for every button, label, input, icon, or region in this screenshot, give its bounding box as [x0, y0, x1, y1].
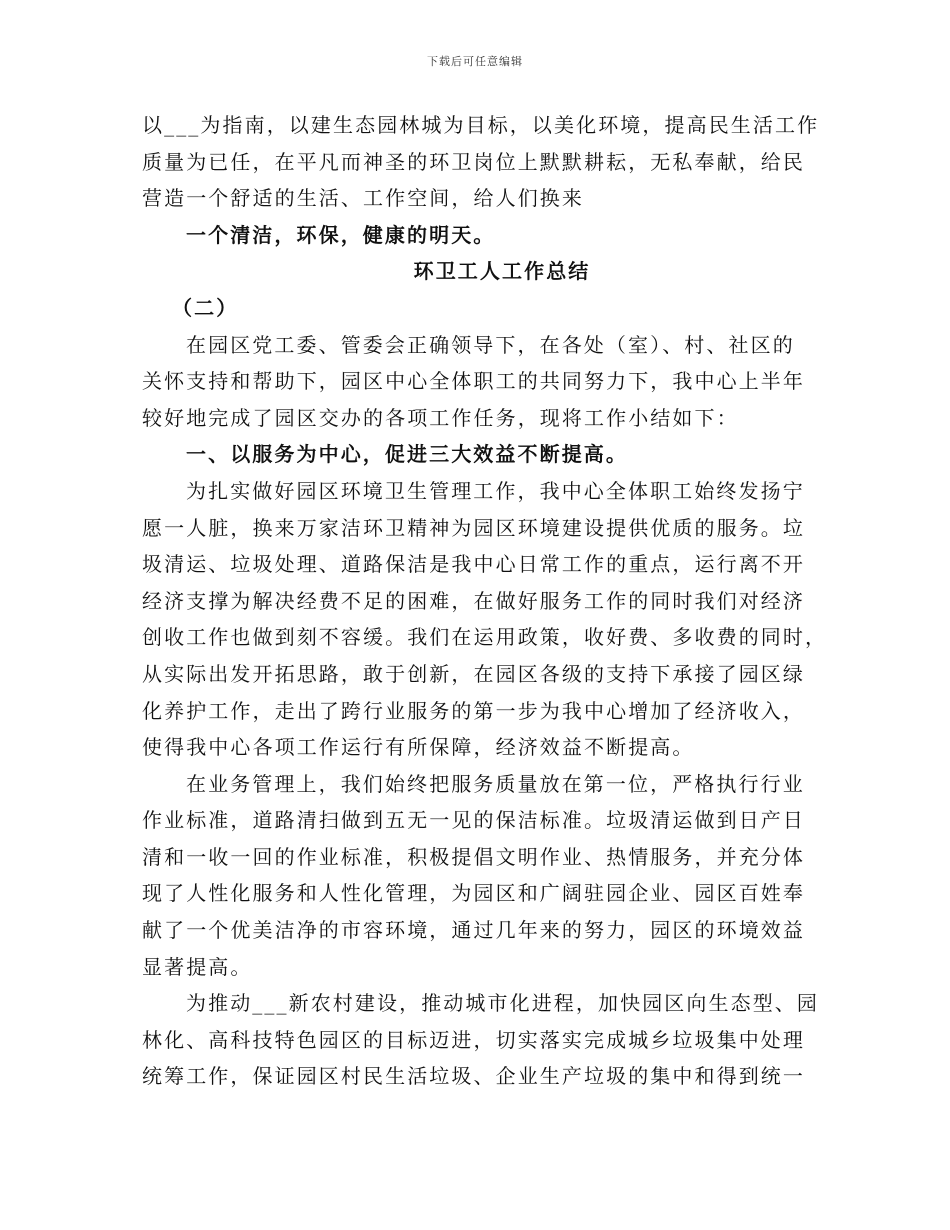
paragraph-line: 清和一收一回的作业标准，积极提倡文明作业、热情服务，并充分体: [142, 844, 805, 869]
paragraph-line: 关怀支持和帮助下，园区中心全体职工的共同努力下，我中心上半年: [142, 369, 805, 394]
paragraph-line: 从实际出发开拓思路，敢于创新，在园区各级的支持下承接了园区绿: [142, 661, 805, 686]
paragraph-line: 作业标准，道路清扫做到五无一见的保洁标准。垃圾清运做到日产日: [142, 808, 805, 833]
paragraph-line: 为推动___新农村建设，推动城市化进程，加快园区向生态型、园: [186, 991, 819, 1016]
paragraph-line: 献了一个优美洁净的市容环境，通过几年来的努力，园区的环境效益: [142, 918, 805, 943]
subheading: 一、以服务为中心，促进三大效益不断提高。: [186, 442, 628, 467]
paragraph-line: 在园区党工委、管委会正确领导下，在各处（室）、村、社区的: [186, 332, 795, 357]
paragraph-line: 为扎实做好园区环境卫生管理工作，我中心全体职工始终发扬宁: [186, 478, 805, 503]
paragraph-line: 林化、高科技特色园区的目标迈进，切实落实完成城乡垃圾集中处理: [142, 1027, 805, 1052]
closing-statement: 一个清洁，环保，健康的明天。: [186, 222, 496, 247]
section-title: 环卫工人工作总结: [413, 259, 591, 284]
paragraph-line: 创收工作也做到刻不容缓。我们在运用政策，收好费、多收费的同时，: [142, 625, 828, 650]
paragraph-line: 愿一人脏，换来万家洁环卫精神为园区环境建设提供优质的服务。垃: [142, 515, 805, 540]
header-note: 下载后可任意编辑: [427, 55, 523, 68]
paragraph-line: 以___为指南，以建生态园林城为目标，以美化环境，提高民生活工作: [142, 113, 820, 137]
paragraph-line: 圾清运、垃圾处理、道路保洁是我中心日常工作的重点，运行离不开: [142, 552, 805, 577]
paragraph-line: 质量为已任，在平凡而神圣的环卫岗位上默默耕耘，无私奉献，给民: [142, 149, 805, 174]
paragraph-line: 显著提高。: [142, 954, 253, 979]
paragraph-line: 统筹工作，保证园区村民生活垃圾、企业生产垃圾的集中和得到统一: [142, 1064, 805, 1089]
section-number: （二）: [172, 295, 239, 320]
paragraph-line: 使得我中心各项工作运行有所保障，经济效益不断提高。: [142, 735, 695, 760]
paragraph-line: 化养护工作，走出了跨行业服务的第一步为我中心增加了经济收入，: [142, 698, 805, 723]
paragraph-line: 经济支撑为解决经费不足的困难，在做好服务工作的同时我们对经济: [142, 588, 805, 613]
paragraph-line: 在业务管理上，我们始终把服务质量放在第一位，严格执行行业: [186, 771, 805, 796]
paragraph-line: 较好地完成了园区交办的各项工作任务，现将工作小结如下：: [142, 405, 739, 430]
paragraph-line: 现了人性化服务和人性化管理，为园区和广阔驻园企业、园区百姓奉: [142, 881, 805, 906]
paragraph-line: 营造一个舒适的生活、工作空间，给人们换来: [142, 186, 584, 211]
document-body: [142, 107, 828, 1095]
